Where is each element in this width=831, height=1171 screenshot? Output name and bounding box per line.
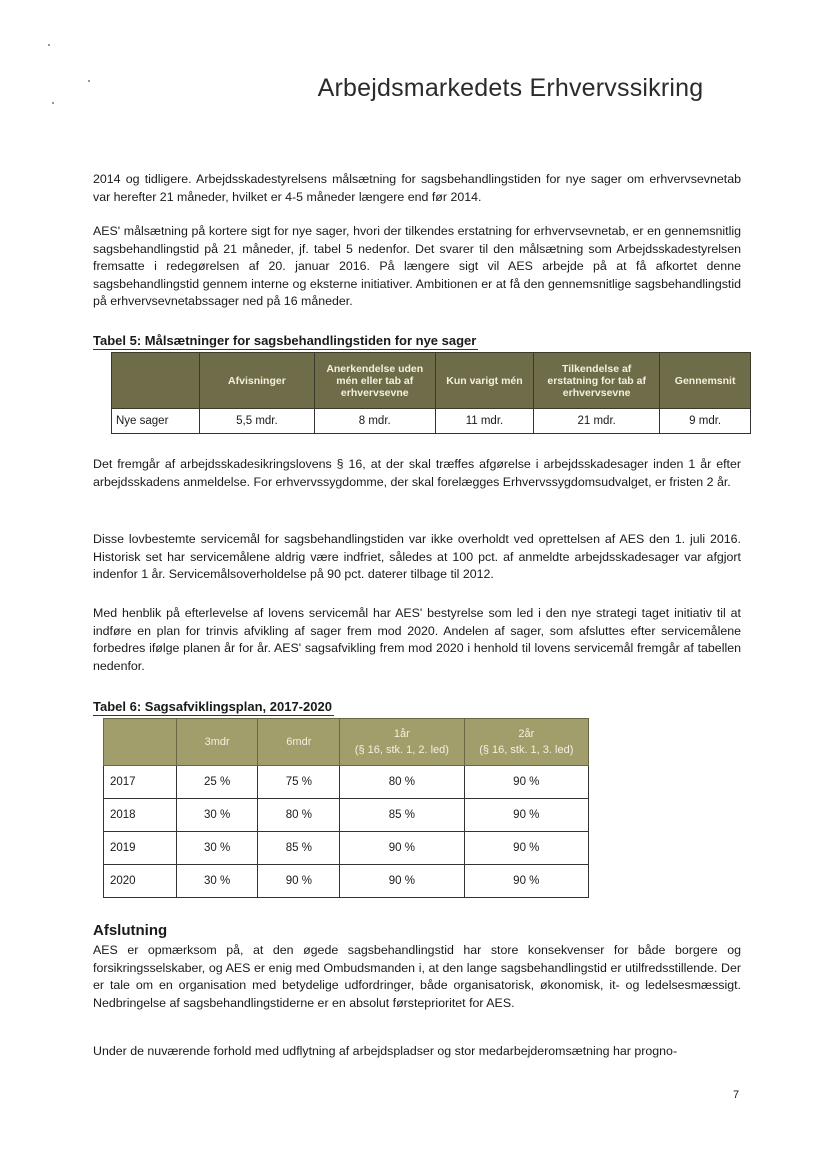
table6-cell: 90 % (464, 832, 588, 865)
paragraph-2: AES' målsætning på kortere sigt for nye sager, hvori der tilkendes erstatning for erhvervsevnetab, er en gennemsnitlig sagsbehandlingstid på 21 måneder, jf. tabel 5 nedenfor. Det svarer til den målsætning som Arbejdsskadestyrelsen fremsatte i redegørelsen af 20. januar 2016. På længere sigt vil AES arbejde på at få afkortet denne sagsbehandlingstid gennem interne og eksterne initiativer. Ambitionen er at få den gennemsnitlige sagsbehandlingstid på erhvervsevnetabssager ned på 16 måneder. (93, 224, 741, 308)
table6-cell: 80 % (340, 766, 464, 799)
table-row (104, 865, 589, 898)
table6-cell: 80 % (258, 799, 340, 832)
table-row (104, 799, 589, 832)
table6-cell: 90 % (464, 865, 588, 898)
table6-cell: 2018 (104, 799, 177, 832)
table6-cell: 90 % (258, 865, 340, 898)
table6-cell: 30 % (176, 799, 258, 832)
table6-header-row (104, 719, 589, 766)
table5-cell: 9 mdr. (660, 409, 751, 434)
table6-cell: 25 % (176, 766, 258, 799)
table6-cell: 90 % (340, 832, 464, 865)
table5-header-cell (112, 353, 200, 409)
table6-cell: 2019 (104, 832, 177, 865)
table6-header-cell (258, 719, 340, 766)
table5-header-cell: Afvisninger (200, 353, 314, 409)
paragraph-4: Disse lovbestemte servicemål for sagsbehandlingstiden var ikke overholdt ved oprettelsen af AES den 1. juli 2016. Historisk set har servicemålene aldrig være indfriet, således at 100 pct. af anmeldte arbejdsskadesager var afgjort indenfor 1 år. Servicemålsoverholdelse på 90 pct. daterer tilbage til 2012. (93, 532, 741, 581)
table6-header-line1: 2år (518, 728, 535, 740)
paragraph-3: Det fremgår af arbejdsskadesikringslovens § 16, at der skal træffes afgørelse i arbejdsskadesager inden 1 år efter arbejdsskadens anmeldelse. For erhvervssygdomme, der skal forelægges Erhvervssygdomsudvalget, er fristen 2 år. (93, 457, 741, 489)
table-5 (111, 352, 751, 434)
page-number: 7 (733, 1089, 740, 1101)
table6-cell: 90 % (464, 766, 588, 799)
table6-cell: 30 % (176, 832, 258, 865)
table5-header-row (112, 353, 751, 409)
paragraph-7: Under de nuværende forhold med udflytning af arbejdspladser og stor medarbejderomsætning har progno- (93, 1044, 678, 1058)
table6-cell: 75 % (258, 766, 340, 799)
table5-cell: 8 mdr. (314, 409, 435, 434)
paragraph-1: 2014 og tidligere. Arbejdsskadestyrelsens målsætning for sagsbehandlingstiden for nye sager om erhvervsevnetab var herefter 21 måneder, hvilket er 4-5 måneder længere end før 2014. (93, 172, 741, 204)
table6-header-cell (104, 719, 177, 766)
table6-cell: 90 % (464, 799, 588, 832)
table-row (104, 832, 589, 865)
table5-caption: Tabel 5: Målsætninger for sagsbehandlingstiden for nye sager (93, 333, 477, 348)
table6-cell: 2020 (104, 865, 177, 898)
table6-header-line2: (§ 16, stk. 1, 2. led) (354, 744, 449, 756)
table6-header-cell (340, 719, 464, 766)
scan-speck (48, 44, 50, 46)
table5-cell: Nye sager (112, 409, 200, 434)
table5-cell: 21 mdr. (534, 409, 660, 434)
table6-header-cell (176, 719, 258, 766)
table6-caption: Tabel 6: Sagsafviklingsplan, 2017-2020 (93, 699, 332, 714)
table5-header-cell: Kun varigt mén (435, 353, 533, 409)
table-row (112, 409, 751, 434)
table-row (104, 766, 589, 799)
table6-cell: 85 % (340, 799, 464, 832)
page-header-title: Arbejdsmarkedets Erhvervssikring (317, 74, 704, 102)
table6-cell: 90 % (340, 865, 464, 898)
section-heading: Afslutning (93, 922, 168, 939)
table5-cell: 5,5 mdr. (200, 409, 314, 434)
table6-header-line1: 1år (393, 728, 410, 740)
table5-header-cell: Anerkendelse uden mén eller tab af erhvervsevne (314, 353, 435, 409)
table6-header-line1: 3mdr (204, 736, 230, 748)
table6-header-cell (464, 719, 588, 766)
paragraph-6: AES er opmærksom på, at den øgede sagsbehandlingstid har store konsekvenser for både borgere og forsikringsselskaber, og AES er enig med Ombudsmanden i, at den lange sagsbehandlingstid er utilfredsstillende. Der er tale om en organisation med betydelige udfordringer, både organisatorisk, økonomisk, it- og ledelsesmæssigt. Nedbringelse af sagsbehandlingstiderne er en absolut førsteprioritet for AES. (93, 943, 741, 1010)
paragraph-5: Med henblik på efterlevelse af lovens servicemål har AES' bestyrelse som led i den nye strategi taget initiativ til at indføre en plan for trinvis afvikling af sager frem mod 2020. Andelen af sager, som afsluttes efter servicemålene forbedres ifølge planen år for år. AES' sagsafvikling frem mod 2020 i henhold til lovens servicemål fremgår af tabellen nedenfor. (93, 606, 741, 673)
table6-header-line2: (§ 16, stk. 1, 3. led) (479, 744, 574, 756)
table5-header-cell: Tilkendelse af erstatning for tab af erhvervsevne (534, 353, 660, 409)
table5-cell: 11 mdr. (435, 409, 533, 434)
table6-cell: 85 % (258, 832, 340, 865)
table6-header-line1: 6mdr (286, 736, 312, 748)
table5-header-cell: Gennemsnit (660, 353, 751, 409)
table-6 (103, 718, 589, 898)
table6-cell: 2017 (104, 766, 177, 799)
table6-cell: 30 % (176, 865, 258, 898)
